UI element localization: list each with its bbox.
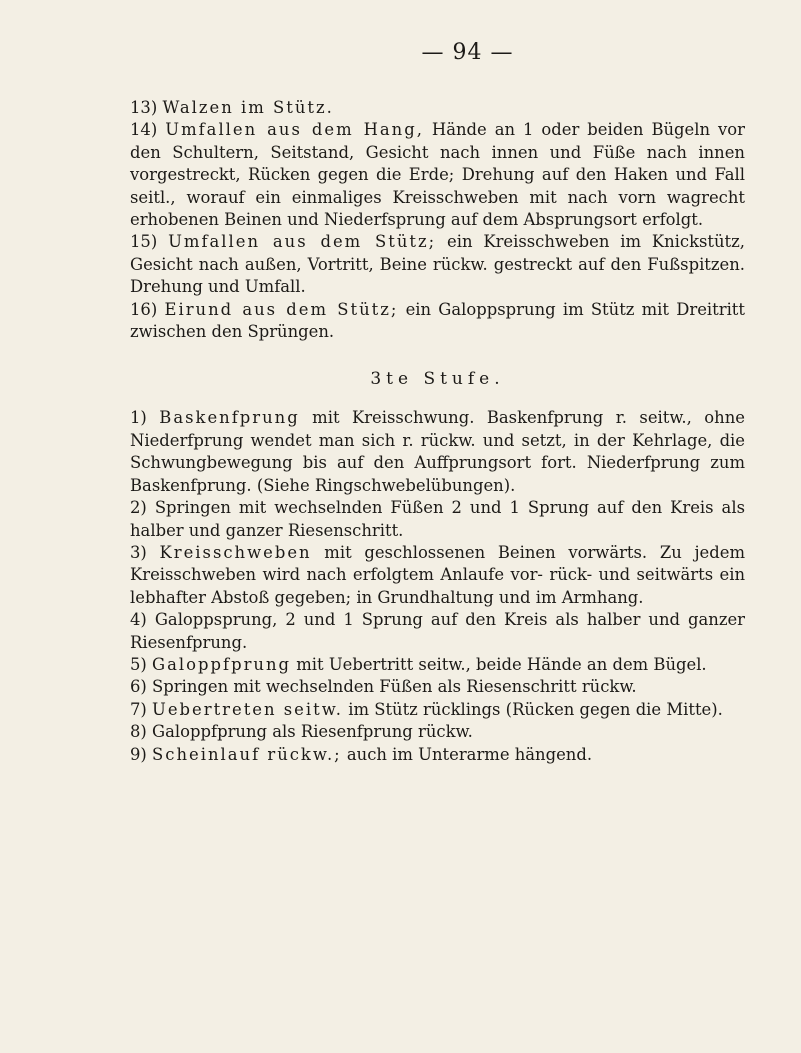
list-item	[130, 542, 745, 609]
item-heading: Umfallen aus dem Hang,	[165, 120, 424, 140]
spacer	[130, 343, 745, 365]
list-item	[130, 119, 745, 231]
item-text: ein Kreisschweben im Knickstütz, Gesicht nach außen, Vortritt, Beine rückw. gestreckt auf den Fußspitzen. Drehung und Umfall.	[130, 232, 745, 297]
item-heading: Uebertreten seitw.	[152, 699, 343, 719]
item-text: Springen mit wechselnden Füßen als Riesenschritt rückw.	[152, 677, 637, 697]
item-text: im Stütz rücklings (Rücken gegen die Mitte).	[348, 699, 723, 719]
item-text: Galoppsprung, 2 und 1 Sprung auf den Kreis als halber und ganzer Riesenfprung.	[130, 610, 745, 652]
list-item	[130, 231, 745, 298]
item-number: 3)	[130, 542, 147, 562]
item-heading: Walzen im Stütz.	[162, 98, 334, 117]
list-item	[130, 609, 745, 654]
item-number: 6)	[130, 677, 147, 697]
item-number: 1)	[130, 408, 147, 428]
item-heading: Umfallen aus dem Stütz;	[168, 232, 437, 252]
item-number: 13)	[130, 98, 158, 117]
list-item	[130, 654, 745, 676]
item-text: auch im Unterarme hängend.	[346, 744, 593, 764]
list-item	[130, 699, 745, 721]
item-text: Hände an 1 oder beiden Bügeln vor den Schultern, Seitstand, Gesicht nach innen und Füße nach innen vorgestreckt, Rücken gegen die Erde; Drehung auf den Haken und Fall seitl., worauf ein einmaliges Kreisschweben mit nach vorn wagrecht erhobenen Beinen und Niederfsprung auf dem Absprungsort erfolgt.	[130, 120, 745, 230]
items-bottom	[130, 407, 745, 766]
list-item	[130, 744, 745, 766]
item-text: Springen mit wechselnden Füßen 2 und 1 Sprung auf den Kreis als halber und ganzer Riesenschritt.	[130, 498, 745, 540]
item-heading: Kreisschweben	[159, 542, 312, 562]
item-heading: Scheinlauf rückw.;	[152, 744, 342, 764]
item-text: mit Kreisschwung. Baskenfprung r. seitw., ohne Niederfprung wendet man sich r. rückw. und setzt, in der Kehrlage, die Schwungbewegung bis auf den Auffprungsort fort. Niederfprung zum Baskenfprung. (Siehe Ringschwebelübungen).	[130, 408, 745, 495]
list-item	[130, 497, 745, 542]
items-top	[130, 97, 745, 343]
item-text: ein Galoppsprung im Stütz mit Dreitritt zwischen den Sprüngen.	[130, 299, 745, 342]
item-number: 16)	[130, 299, 158, 319]
item-text: mit Uebertritt seitw., beide Hände an dem Bügel.	[296, 654, 707, 674]
item-number: 8)	[130, 722, 147, 742]
section-heading: 3te Stufe.	[370, 369, 505, 390]
list-item	[130, 676, 745, 698]
item-number: 15)	[130, 232, 158, 252]
item-number: 9)	[130, 744, 147, 764]
item-number: 14)	[130, 120, 158, 140]
item-number: 4)	[130, 610, 147, 630]
list-item	[130, 407, 745, 497]
item-text: Galoppfprung als Riesenfprung rückw.	[152, 722, 473, 742]
item-heading: Baskenfprung	[159, 408, 300, 428]
item-text: mit geschlossenen Beinen vorwärts. Zu jedem Kreisschweben wird nach erfolgtem Anlaufe vor- rück- und seitwärts ein lebhafter Abstoß gegeben; in Grundhaltung und im Armhang.	[130, 542, 745, 607]
list-item	[130, 299, 745, 344]
page-number: — 94 —	[421, 40, 514, 65]
item-heading: Eirund aus dem Stütz;	[164, 299, 399, 319]
item-number: 7)	[130, 699, 147, 719]
item-number: 2)	[130, 498, 147, 518]
item-heading: Galoppfprung	[152, 654, 292, 674]
list-item	[130, 721, 745, 743]
item-number: 5)	[130, 654, 147, 674]
list-item	[130, 97, 745, 119]
